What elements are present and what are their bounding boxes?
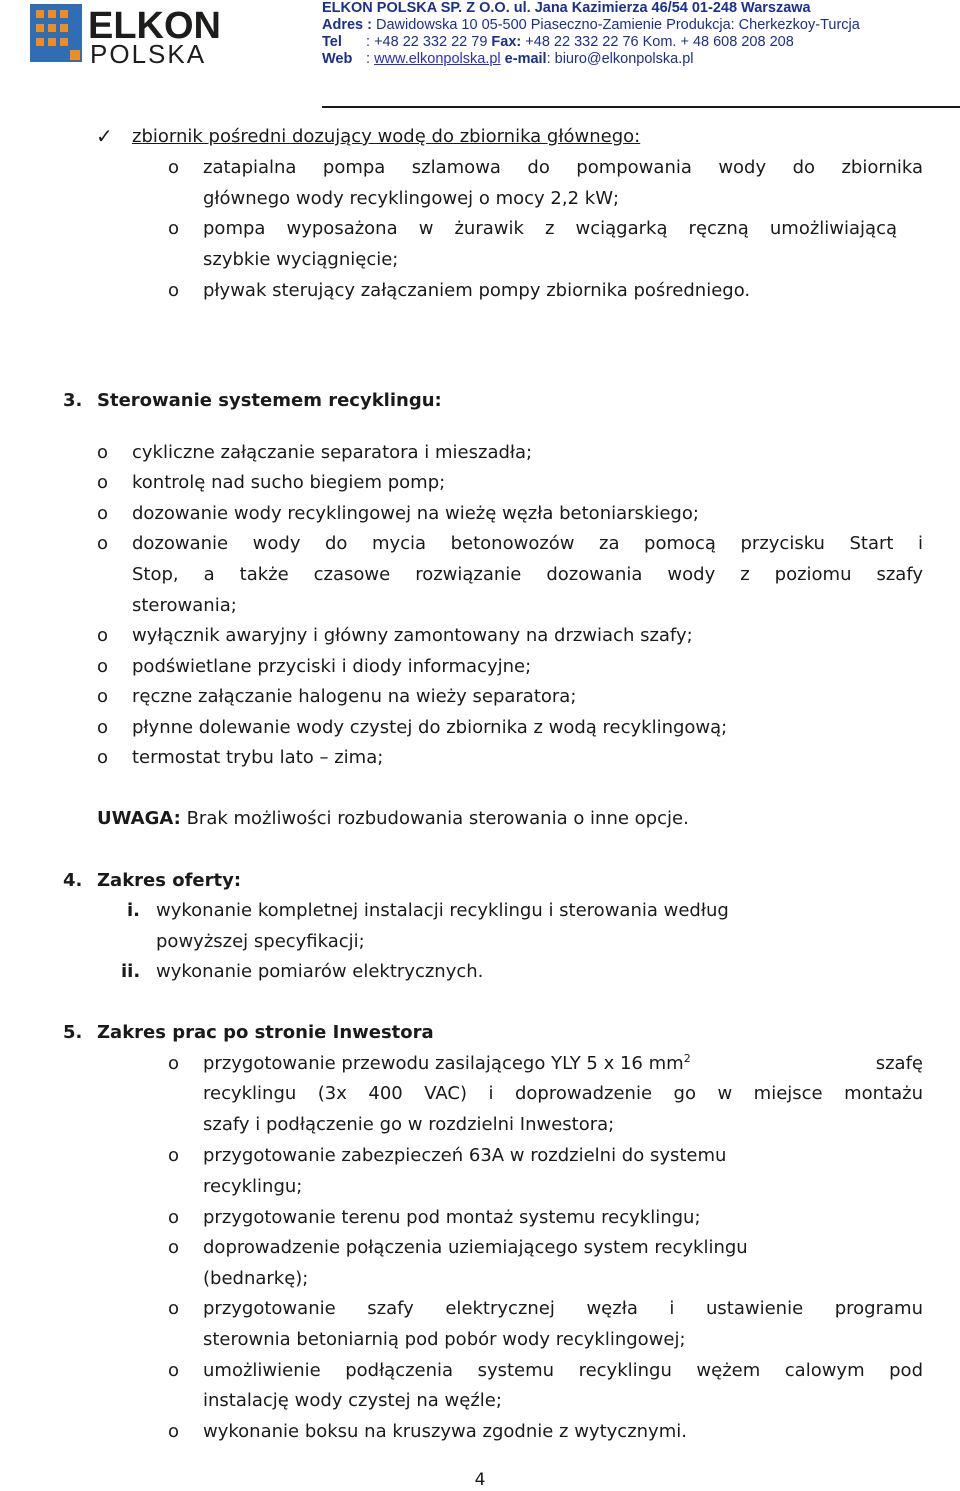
investor-item: przygotowanie terenu pod montaż systemu recyklingu; (203, 1207, 701, 1228)
control-item: płynne dolewanie wody czystej do zbiornika z wodą recyklingową; (132, 717, 728, 738)
investor-item-start: przygotowanie przewodu zasilającego YLY 5 x 16 mm (203, 1053, 684, 1074)
investor-item (203, 1053, 923, 1075)
bullet-icon: o (97, 747, 109, 768)
bullet-icon: o (97, 472, 109, 493)
phone-line (322, 34, 952, 51)
bullet-icon: o (97, 717, 109, 738)
note-text: Brak możliwości rozbudowania sterowania o inne opcje. (186, 808, 689, 829)
bullet-icon: o (168, 1360, 180, 1381)
tank-item-line: zatapialna pompa szlamowa do pompowania wody do zbiornika (203, 157, 923, 178)
page-number: 4 (474, 1470, 486, 1490)
address-value: Dawidowska 10 05-500 Piaseczno-Zamienie Produkcja: Cherkezkoy-Turcja (376, 17, 860, 33)
fax-label: Fax: (491, 34, 522, 50)
investor-item-text (203, 1053, 691, 1075)
control-item: dozowanie wody do mycia betonowozów za pomocą przycisku Start i (132, 533, 923, 554)
header-rule (322, 106, 960, 108)
bullet-icon: o (97, 686, 109, 707)
section-number: 3. (63, 390, 83, 411)
bullet-icon: o (168, 157, 180, 178)
company-line: ELKON POLSKA SP. Z O.O. ul. Jana Kazimierza 46/54 01-248 Warszawa (322, 0, 811, 16)
investor-item-cont: szafy i podłączenie go w rozdzielni Inwestora; (203, 1114, 615, 1135)
investor-item: przygotowanie zabezpieczeń 63A w rozdzielni do systemu (203, 1145, 727, 1166)
investor-item: przygotowanie szafy elektrycznej węzła i ustawienie programu (203, 1298, 923, 1319)
bullet-icon: o (97, 533, 109, 554)
tank-item-line: szybkie wyciągnięcie; (203, 249, 399, 270)
website-link[interactable]: www.elkonpolska.pl (374, 51, 501, 67)
bullet-icon: o (97, 442, 109, 463)
control-item: termostat trybu lato – zima; (132, 747, 384, 768)
section-title: Zakres prac po stronie Inwestora (97, 1022, 434, 1043)
checkmark-icon: ✓ (96, 124, 113, 148)
section-number: 4. (63, 870, 83, 891)
section-number: 5. (63, 1022, 83, 1043)
elkon-logo (30, 2, 242, 66)
bullet-icon: o (168, 1298, 180, 1319)
offer-item-cont: powyższej specyfikacji; (156, 931, 365, 952)
bullet-icon: o (168, 218, 180, 239)
control-item: ręczne załączanie halogenu na wieży separatora; (132, 686, 577, 707)
bullet-icon: o (168, 1237, 180, 1258)
email-value: : biuro@elkonpolska.pl (546, 51, 694, 67)
company-header (322, 0, 952, 68)
note-label: UWAGA: (97, 808, 181, 829)
investor-item-cont: recyklingu (3x 400 VAC) i doprowadzenie go w miejsce montażu (203, 1083, 923, 1104)
offer-item: wykonanie pomiarów elektrycznych. (156, 961, 484, 982)
bullet-icon: o (97, 503, 109, 524)
bullet-icon: o (168, 1207, 180, 1228)
roman-numeral: i. (127, 900, 141, 921)
bullet-icon: o (168, 1421, 180, 1442)
bullet-icon: o (97, 625, 109, 646)
roman-numeral: ii. (121, 961, 141, 982)
bullet-icon: o (97, 656, 109, 677)
address-label: Adres : (322, 17, 372, 33)
bullet-icon: o (168, 280, 180, 301)
logo-text-polska: POLSKA (90, 39, 207, 66)
control-item: kontrolę nad sucho biegiem pomp; (132, 472, 446, 493)
address-line (322, 17, 952, 34)
email-label: e-mail (504, 51, 547, 67)
investor-item-cont: recyklingu; (203, 1176, 303, 1197)
tank-item-line: głównego wody recyklingowej o mocy 2,2 kW; (203, 188, 620, 209)
investor-item-cont: sterownia betoniarnią pod pobór wody recyklingowej; (203, 1329, 686, 1350)
web-separator: : (366, 51, 371, 67)
web-label: Web (322, 51, 353, 67)
section-title: Zakres oferty: (97, 870, 242, 891)
bullet-icon: o (168, 1145, 180, 1166)
tank-heading: zbiornik pośredni dozujący wodę do zbiornika głównego: (132, 126, 641, 147)
control-item-cont: Stop, a także czasowe rozwiązanie dozowania wody z poziomu szafy (132, 564, 923, 585)
bullet-icon: o (168, 1053, 180, 1074)
control-item: dozowanie wody recyklingowej na wieżę węzła betoniarskiego; (132, 503, 699, 524)
control-item: podświetlane przyciski i diody informacyjne; (132, 656, 532, 677)
section-title: Sterowanie systemem recyklingu: (97, 390, 442, 411)
web-line (322, 51, 952, 68)
tank-item-line: pływak sterujący załączaniem pompy zbiornika pośredniego. (203, 280, 751, 301)
investor-item: umożliwienie podłączenia systemu recyklingu wężem calowym pod (203, 1360, 923, 1381)
logo-text-elkon: ELKON (88, 5, 221, 47)
investor-item-cont: (bednarkę); (203, 1268, 309, 1289)
investor-item-cont: instalację wody czystej na węźle; (203, 1390, 502, 1411)
investor-item: doprowadzenie połączenia uziemiającego system recyklingu (203, 1237, 748, 1258)
investor-item-end: szafę (875, 1053, 923, 1074)
control-item-cont: sterowania; (132, 595, 237, 616)
control-item: cykliczne załączanie separatora i mieszadła; (132, 442, 533, 463)
superscript: 2 (683, 1052, 691, 1065)
control-item: wyłącznik awaryjny i główny zamontowany na drzwiach szafy; (132, 625, 693, 646)
tel-label: Tel (322, 34, 342, 50)
fax-value: +48 22 332 22 76 Kom. + 48 608 208 208 (525, 34, 794, 50)
offer-item: wykonanie kompletnej instalacji recyklingu i sterowania według (156, 900, 729, 921)
tel-value: : +48 22 332 22 79 (366, 34, 488, 50)
investor-item: wykonanie boksu na kruszywa zgodnie z wytycznymi. (203, 1421, 687, 1442)
tank-item-line: pompa wyposażona w żurawik z wciągarką ręczną umożliwiającą (203, 218, 897, 239)
note (97, 808, 689, 830)
